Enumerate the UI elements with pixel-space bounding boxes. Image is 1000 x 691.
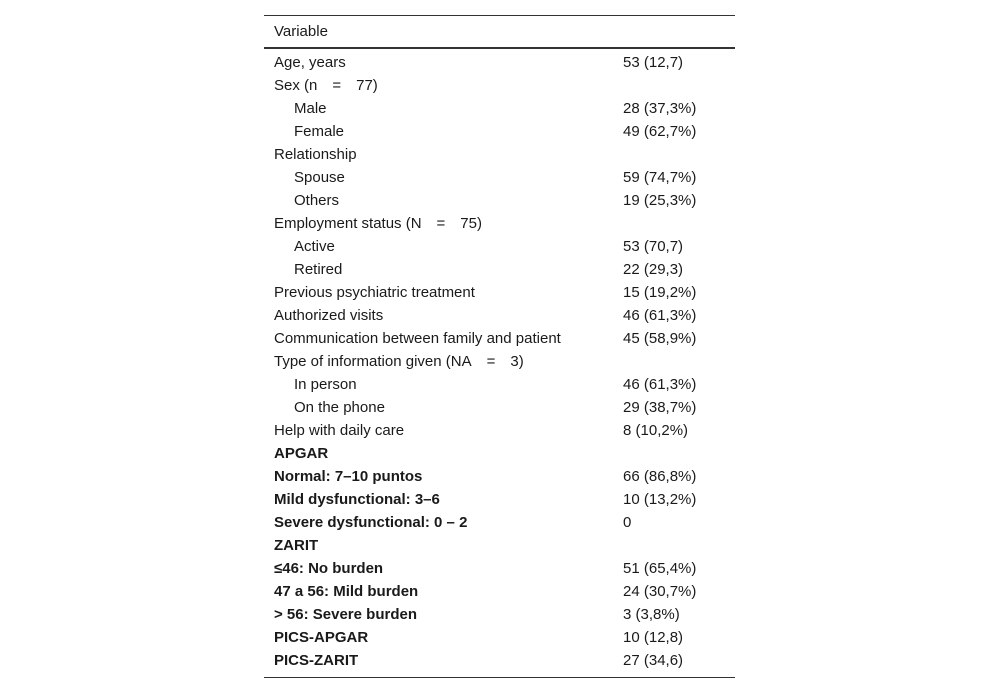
table-row [264,304,735,327]
table-header [264,16,735,49]
row-value: 22 (29,3) [623,261,684,278]
row-value: 46 (61,3%) [623,376,697,393]
row-value: 19 (25,3%) [623,192,697,209]
row-value: 27 (34,6) [623,652,684,669]
row-label: 47 a 56: Mild burden [274,583,419,600]
header-value [623,16,735,49]
table-row [264,97,735,120]
row-value [623,143,735,166]
row-label: > 56: Severe burden [274,606,417,623]
row-label: Communication between family and patient [274,330,561,347]
table-row [264,626,735,649]
table-row [264,281,735,304]
row-label: Male [294,100,327,117]
row-label: Active [294,238,335,255]
row-label: ZARIT [274,537,319,554]
table-body [264,48,735,678]
row-value: 29 (38,7%) [623,399,697,416]
header-variable: Variable [274,23,328,40]
row-label: Spouse [294,169,345,186]
table-row [264,327,735,350]
row-label: APGAR [274,445,329,462]
table-row [264,396,735,419]
table-row [264,534,735,557]
header-row [264,16,735,49]
row-label: Type of information given (NA = 3) [274,353,524,370]
row-label: Help with daily care [274,422,405,439]
table-row [264,603,735,626]
row-label: ≤46: No burden [274,560,384,577]
row-label: Employment status (N = 75) [274,215,482,232]
table-row [264,120,735,143]
row-label: Relationship [274,146,357,163]
row-value: 28 (37,3%) [623,100,697,117]
row-label: Authorized visits [274,307,384,324]
row-label: In person [294,376,357,393]
row-label: Mild dysfunctional: 3–6 [274,491,440,508]
table-row [264,350,735,373]
row-label: PICS-ZARIT [274,652,359,669]
row-label: On the phone [294,399,385,416]
row-label: Retired [294,261,343,278]
row-value: 24 (30,7%) [623,583,697,600]
row-value: 53 (12,7) [623,54,684,71]
row-value: 3 (3,8%) [623,606,680,623]
data-table-container [264,15,735,678]
table-row [264,580,735,603]
row-label: Previous psychiatric treatment [274,284,475,301]
row-value: 10 (13,2%) [623,491,697,508]
row-label: Normal: 7–10 puntos [274,468,423,485]
table-row [264,373,735,396]
table-row [264,557,735,580]
row-value: 66 (86,8%) [623,468,697,485]
row-value [623,534,735,557]
row-value: 45 (58,9%) [623,330,697,347]
table-row [264,166,735,189]
row-value: 15 (19,2%) [623,284,697,301]
row-value: 51 (65,4%) [623,560,697,577]
caregiver-characteristics-table [264,15,735,678]
row-value: 10 (12,8) [623,629,684,646]
table-row [264,442,735,465]
table-row [264,258,735,281]
row-value [623,350,735,373]
row-value: 0 [623,514,632,531]
table-row [264,48,735,74]
row-label: PICS-APGAR [274,629,369,646]
table-row [264,189,735,212]
row-value: 49 (62,7%) [623,123,697,140]
row-value [623,74,735,97]
row-label: Female [294,123,345,140]
table-row [264,419,735,442]
row-value [623,442,735,465]
row-label: Others [294,192,340,209]
row-label: Severe dysfunctional: 0 – 2 [274,514,468,531]
row-value: 59 (74,7%) [623,169,697,186]
row-value [623,212,735,235]
table-row [264,212,735,235]
row-label: Age, years [274,54,346,71]
row-value: 46 (61,3%) [623,307,697,324]
table-row [264,649,735,678]
table-row [264,511,735,534]
table-row [264,488,735,511]
row-label: Sex (n = 77) [274,77,378,94]
table-row [264,143,735,166]
row-value: 53 (70,7) [623,238,684,255]
row-value: 8 (10,2%) [623,422,689,439]
table-row [264,465,735,488]
table-row [264,74,735,97]
table-row [264,235,735,258]
